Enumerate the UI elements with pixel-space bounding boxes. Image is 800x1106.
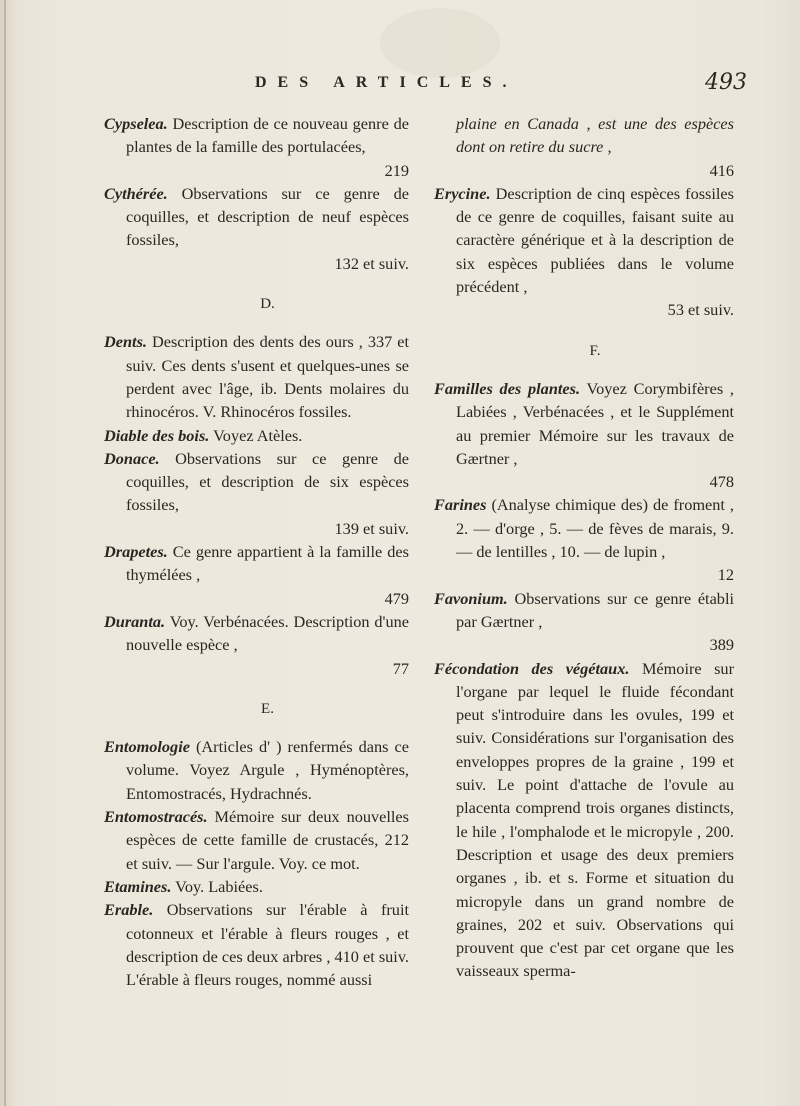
binding-edge <box>4 0 6 1106</box>
index-entry <box>434 377 734 493</box>
index-entry <box>104 898 409 991</box>
entry-text: (Articles d' ) renfermés dans ce volume. Voyez Argule , Hyménoptères, Entomostracés, Hydrachnés. <box>126 737 409 803</box>
entry-headword: Farines <box>434 495 487 515</box>
page-number: 493 <box>705 70 747 95</box>
section-letter-d: D. <box>260 296 275 313</box>
index-entry <box>104 875 409 898</box>
entry-page-ref: 478 <box>709 472 734 492</box>
entry-headword: Entomostracés. <box>104 807 208 827</box>
paper-stain <box>380 8 500 78</box>
entry-page-ref: 219 <box>384 160 409 180</box>
entry-headword: Familles des plantes. <box>434 378 581 398</box>
running-head <box>0 72 800 102</box>
entry-page-ref: 12 <box>717 565 734 585</box>
index-entry <box>434 493 734 586</box>
entry-headword: Erycine. <box>434 183 491 203</box>
entry-text: Voy. Verbénacées. Description d'une nouvelle espèce , <box>126 611 409 655</box>
entry-headword: Favonium. <box>434 588 508 608</box>
entry-text: Voyez Atèles. <box>209 425 303 445</box>
index-entry <box>104 610 409 680</box>
index-entry <box>104 447 409 540</box>
entry-headword: Cypselea. <box>104 114 168 133</box>
index-entry <box>104 540 409 610</box>
index-entry <box>104 805 409 875</box>
section-letter-f: F. <box>589 342 601 359</box>
entry-text: Observations sur l'érable à fruit cotonneux et l'érable à fleurs rouges , et description de ces deux arbres , 410 et suiv. L'érable à fleurs rouges, nommé aussi <box>126 900 409 990</box>
entry-text: Mémoire sur deux nouvelles espèces de cette famille de crustacés, 212 et suiv. — Sur l'argule. Voy. ce mot. <box>126 807 409 873</box>
entry-page-ref: 132 et suiv. <box>334 253 409 273</box>
index-entry <box>104 112 409 182</box>
entry-headword: Cythérée. <box>104 183 168 203</box>
entry-text: Ce genre appartient à la famille des thymélées , <box>126 542 409 585</box>
entry-text: plaine en Canada , est une des espèces dont on retire du sucre , <box>456 114 734 157</box>
entry-text: Description des dents des ours , 337 et suiv. Ces dents s'usent et quelques-unes se perdent avec l'âge, ib. Dents molaires du rhinocéros. V. Rhinocéros fossiles. <box>126 332 409 422</box>
entry-page-ref: 53 et suiv. <box>667 300 734 320</box>
entry-headword: Diable des bois. <box>104 425 210 445</box>
index-entry <box>104 182 409 275</box>
running-head-title: DES ARTICLES. <box>255 74 518 91</box>
index-entry-continued <box>434 112 734 182</box>
entry-headword: Fécondation des végétaux. <box>434 658 630 678</box>
section-letter-e: E. <box>261 700 274 717</box>
index-entry <box>104 330 409 423</box>
right-column <box>434 112 734 983</box>
entry-page-ref: 416 <box>709 160 734 180</box>
left-column <box>104 112 409 991</box>
entry-text: Description de ce nouveau genre de plantes de la famille des portulacées, <box>126 114 409 157</box>
index-entry <box>104 424 409 447</box>
entry-headword: Erable. <box>104 900 154 920</box>
entry-text: Observations sur ce genre établi par Gærtner , <box>456 588 734 631</box>
entry-text: Observations sur ce genre de coquilles, et description de neuf espèces fossiles, <box>126 183 409 250</box>
index-entry <box>434 657 734 983</box>
entry-headword: Donace. <box>104 448 160 468</box>
entry-page-ref: 77 <box>392 658 409 678</box>
entry-text: Voyez Corymbifères , Labiées , Verbénacées , et le Supplément au premier Mémoire sur les travaux de Gærtner , <box>456 378 734 468</box>
entry-page-ref: 139 et suiv. <box>334 518 409 538</box>
entry-headword: Drapetes. <box>104 542 168 562</box>
index-entry <box>434 587 734 657</box>
entry-text: Mémoire sur l'organe par lequel le fluide fécondant peut s'introduire dans les ovules, 199 et suiv. Considérations sur l'organisation des enveloppes propres de la graine , 199 et suiv. Le point d'attache de l'ovule au placenta comprend trois organes distincts, le hile , l'omphalode et le micropyle , 200. Description et usage des deux premiers organes , ib. et s. Forme et situation du micropyle dans un grand nombre de graines, 202 et suiv. Observations qui prouvent que c'est par cet organe que les vaisseaux sperma- <box>456 658 734 981</box>
index-entry <box>434 182 734 322</box>
entry-headword: Etamines. <box>104 876 172 896</box>
index-entry <box>104 735 409 805</box>
entry-text: Voy. Labiées. <box>171 876 263 896</box>
entry-text: Observations sur ce genre de coquilles, et description de six espèces fossiles, <box>126 448 409 515</box>
entry-headword: Dents. <box>104 332 147 352</box>
entry-text: (Analyse chimique des) de froment , 2. — d'orge , 5. — de fèves de marais, 9. — de lentilles , 10. — de lupin , <box>456 495 734 562</box>
entry-page-ref: 389 <box>709 635 734 655</box>
entry-headword: Entomologie <box>104 737 190 757</box>
entry-text: Description de cinq espèces fossiles de ce genre de coquilles, faisant suite au caractère générique et à la description de six espèces publiées dans le volume précédent , <box>456 183 734 297</box>
entry-page-ref: 479 <box>384 588 409 608</box>
entry-headword: Duranta. <box>104 611 166 631</box>
